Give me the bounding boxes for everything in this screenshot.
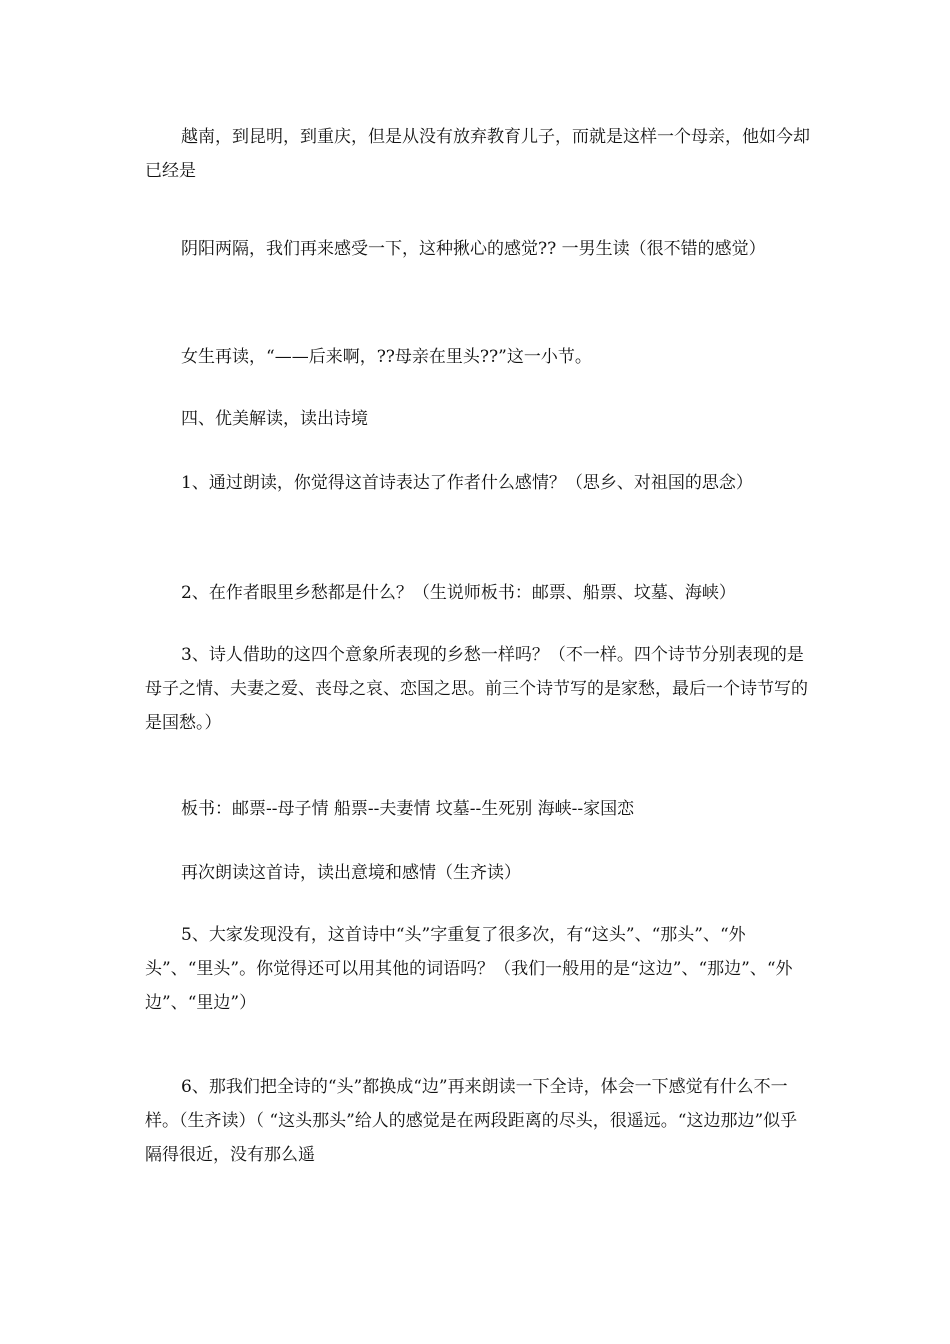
paragraph-question-2: 2、在作者眼里乡愁都是什么？（生说师板书：邮票、船票、坟墓、海峡） xyxy=(181,583,736,603)
paragraph-2: 阴阳两隔，我们再来感受一下，这种揪心的感觉?? 一男生读（很不错的感觉） xyxy=(181,239,766,259)
paragraph-question-5: 5、大家发现没有，这首诗中“头”字重复了很多次，有“这头”、“那头”、“外头”、“里头”。你觉得还可以用其他的词语吗？（我们一般用的是“这边”、“那边”、“外边”、“里边”） xyxy=(145,925,793,1013)
paragraph-3: 女生再读，“——后来啊，??母亲在里头??”这一小节。 xyxy=(181,347,592,367)
paragraph-reread: 再次朗读这首诗，读出意境和感情（生齐读） xyxy=(181,863,521,883)
paragraph-1: 越南，到昆明，到重庆，但是从没有放弃教育儿子，而就是这样一个母亲，他如今却已经是 xyxy=(145,127,810,181)
section-heading: 四、优美解读，读出诗境 xyxy=(181,409,368,429)
paragraph-board-notes: 板书：邮票--母子情 船票--夫妻情 坟墓--生死别 海峡--家国恋 xyxy=(181,799,635,819)
paragraph-question-6: 6、那我们把全诗的“头”都换成“边”再来朗读一下全诗，体会一下感觉有什么不一样。（生齐读）（ “这头那头”给人的感觉是在两段距离的尽头，很遥远。“这边那边”似乎隔得很近，没有那么遥 xyxy=(145,1077,798,1165)
paragraph-question-3: 3、诗人借助的这四个意象所表现的乡愁一样吗？（不一样。四个诗节分别表现的是母子之情、夫妻之爱、丧母之哀、恋国之思。前三个诗节写的是家愁，最后一个诗节写的是国愁。） xyxy=(145,645,808,733)
paragraph-question-1: 1、通过朗读，你觉得这首诗表达了作者什么感情？（思乡、对祖国的思念） xyxy=(181,473,753,493)
